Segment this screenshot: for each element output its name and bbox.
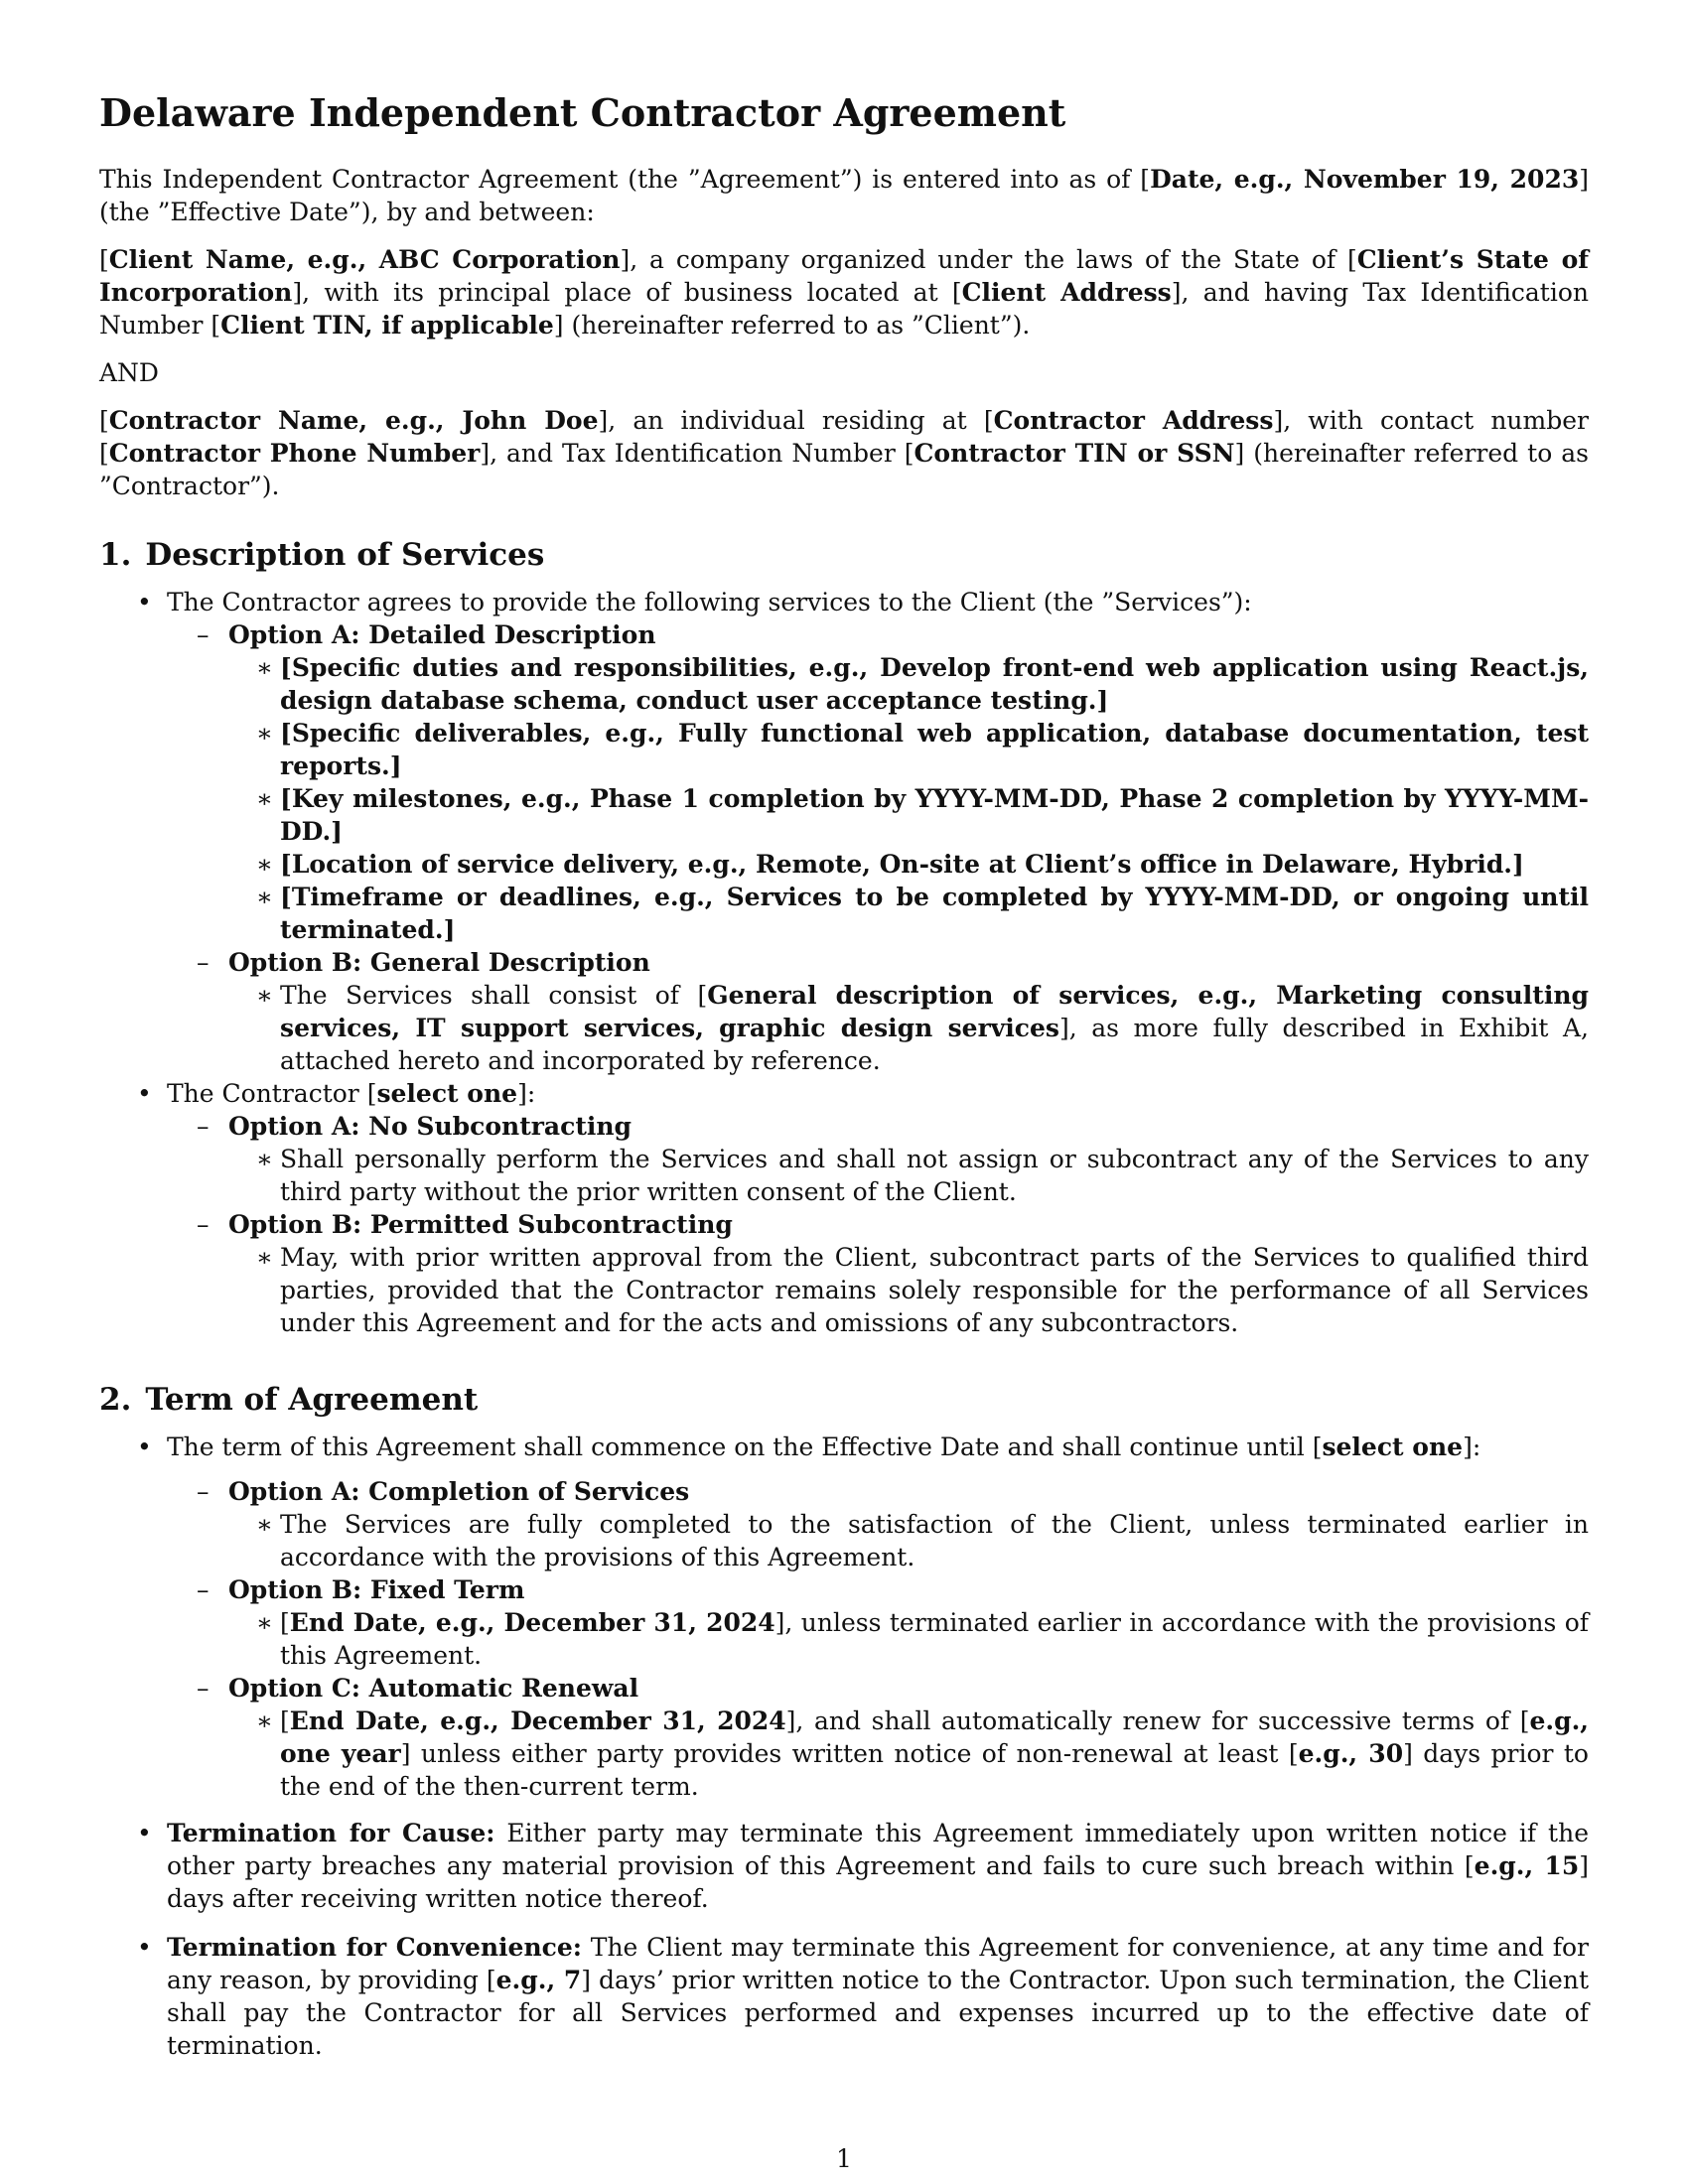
milestones-placeholder: [Key milestones, e.g., Phase 1 completion by YYYY-MM-DD, Phase 2 completion by YYYY-MM-DD.] bbox=[280, 784, 1589, 846]
fixed-term-text-1: ], unless terminated earlier in accordance with the provisions of this Agreement. bbox=[280, 1608, 1590, 1670]
document-body bbox=[99, 91, 1589, 2062]
termination-cause-text-1: Either party may terminate this Agreement immediately upon written notice if the other party breaches any material provision of this Agreement and fails to cure such breach within [ bbox=[167, 1819, 1589, 1880]
fixed-term-end-date-placeholder: End Date, e.g., December 31, 2024 bbox=[289, 1608, 775, 1637]
section-2-title: Term of Agreement bbox=[145, 1382, 479, 1418]
client-text-3: ], and having Tax Identification Number [ bbox=[99, 278, 1589, 340]
intro-paragraph bbox=[99, 163, 1589, 228]
subcontracting-text-1: The Contractor [ bbox=[167, 1079, 377, 1108]
term-option-c-items bbox=[228, 1705, 1589, 1803]
client-text-0: [ bbox=[99, 245, 109, 274]
contractor-name-placeholder: Contractor Name, e.g., John Doe bbox=[108, 406, 599, 435]
client-name-placeholder: Client Name, e.g., ABC Corporation bbox=[108, 245, 621, 274]
services-option-a bbox=[167, 618, 1589, 946]
subcontracting-option-a-item: ∗ Shall personally perform the Services and shall not assign or subcontract any of the Services to any third party without the prior written consent of the Client. bbox=[228, 1143, 1589, 1208]
services-option-a-item bbox=[228, 717, 1589, 782]
duties-placeholder: [Specific duties and responsibilities, e.g., Develop front-end web application using React.js, design database schema, conduct user acceptance testing.] bbox=[280, 653, 1589, 715]
client-state-placeholder: Client’s State of Incorporation bbox=[99, 245, 1590, 307]
select-one-placeholder: select one bbox=[376, 1079, 518, 1108]
client-text-4: ] (hereinafter referred to as ”Client”). bbox=[553, 311, 1031, 340]
services-option-b-items bbox=[228, 979, 1589, 1077]
term-option-b-items bbox=[228, 1606, 1589, 1672]
term-option-c-item bbox=[228, 1705, 1589, 1803]
timeframe-placeholder: [Timeframe or deadlines, e.g., Services to be completed by YYYY-MM-DD, or ongoing until terminated.] bbox=[280, 883, 1589, 944]
renewal-end-date-placeholder: End Date, e.g., December 31, 2024 bbox=[289, 1706, 786, 1735]
notice-days-placeholder: e.g., 7 bbox=[495, 1966, 582, 1994]
subcontracting-option-b-label: Option B: Permitted Subcontracting bbox=[228, 1210, 733, 1239]
section-1-list bbox=[99, 586, 1589, 1339]
term-option-a-item: ∗ The Services are fully completed to the satisfaction of the Client, unless terminated earlier in accordance with the provisions of this Agreement. bbox=[228, 1508, 1589, 1573]
subcontracting-option-a-label: Option A: No Subcontracting bbox=[228, 1112, 633, 1141]
subcontracting-options-list bbox=[167, 1110, 1589, 1339]
and-separator: AND bbox=[99, 358, 159, 387]
contractor-text-0: [ bbox=[99, 406, 109, 435]
services-option-a-item bbox=[228, 848, 1589, 881]
termination-convenience-item bbox=[99, 1931, 1589, 2062]
subcontracting-option-a bbox=[167, 1110, 1589, 1208]
term-lead-line bbox=[167, 1431, 1589, 1463]
renewal-term-placeholder: e.g., one year bbox=[280, 1706, 1589, 1768]
services-option-a-label: Option A: Detailed Description bbox=[228, 620, 656, 649]
termination-cause-item bbox=[99, 1817, 1589, 1915]
general-description-text-2: ], as more fully described in Exhibit A, attached hereto and incorporated by reference. bbox=[280, 1014, 1589, 1075]
termination-convenience-label: Termination for Convenience: bbox=[167, 1933, 582, 1962]
section-1-title: Description of Services bbox=[145, 537, 545, 573]
contractor-text-2: ], with contact number [ bbox=[99, 406, 1589, 468]
termination-convenience-text-2: ] days’ prior written notice to the Contractor. Upon such termination, the Client shall pay the Contractor for all Services performed and expenses incurred up to the effective date of termination. bbox=[167, 1966, 1589, 2060]
services-option-a-item bbox=[228, 651, 1589, 717]
renewal-notice-days-placeholder: e.g., 30 bbox=[1298, 1739, 1404, 1768]
services-lead-item bbox=[99, 586, 1589, 1077]
subcontracting-option-b-item: ∗ May, with prior written approval from the Client, subcontract parts of the Services to qualified third parties, provided that the Contractor remains solely responsible for the performance of all Services under this Agreement and for the acts and omissions of any subcontractors. bbox=[228, 1241, 1589, 1339]
term-lead-item bbox=[99, 1431, 1589, 1803]
client-text-1: ], a company organized under the laws of the State of [ bbox=[620, 245, 1357, 274]
contractor-paragraph bbox=[99, 404, 1589, 502]
subcontracting-option-b bbox=[167, 1208, 1589, 1339]
subcontracting-option-a-items bbox=[228, 1143, 1589, 1208]
subcontracting-text-2: ]: bbox=[517, 1079, 536, 1108]
contractor-phone-placeholder: Contractor Phone Number bbox=[108, 439, 481, 468]
client-paragraph bbox=[99, 243, 1589, 341]
section-2-heading bbox=[99, 1381, 1589, 1419]
services-option-b-label: Option B: General Description bbox=[228, 948, 650, 977]
services-option-a-item bbox=[228, 881, 1589, 946]
term-option-b-item bbox=[228, 1606, 1589, 1672]
renewal-text-0: [ bbox=[280, 1706, 290, 1735]
document-title: Delaware Independent Contractor Agreement bbox=[99, 90, 1066, 135]
intro-text-2: ] (the ”Effective Date”), by and between: bbox=[99, 165, 1589, 226]
client-address-placeholder: Client Address bbox=[961, 278, 1172, 307]
termination-cause-text-2: ] days after receiving written notice thereof. bbox=[167, 1851, 1589, 1913]
services-options-list bbox=[167, 618, 1589, 1077]
services-option-a-item bbox=[228, 782, 1589, 848]
term-option-a-items bbox=[228, 1508, 1589, 1573]
termination-convenience-text-1: The Client may terminate this Agreement for convenience, at any time and for any reason, by providing [ bbox=[167, 1933, 1589, 1994]
renewal-text-3: ] days prior to the end of the then-current term. bbox=[280, 1739, 1589, 1801]
location-placeholder: [Location of service delivery, e.g., Remote, On-site at Client’s office in Delaware, Hybrid.] bbox=[280, 850, 1524, 879]
contractor-tin-placeholder: Contractor TIN or SSN bbox=[914, 439, 1235, 468]
client-tin-placeholder: Client TIN, if applicable bbox=[220, 311, 554, 340]
term-select-one-placeholder: select one bbox=[1322, 1433, 1464, 1461]
effective-date-placeholder: Date, e.g., November 19, 2023 bbox=[1150, 165, 1580, 194]
contractor-text-4: ] (hereinafter referred to as ”Contractor”). bbox=[99, 439, 1589, 500]
services-lead-text: The Contractor agrees to provide the following services to the Client (the ”Services”): bbox=[167, 588, 1252, 616]
services-option-a-items bbox=[228, 651, 1589, 946]
section-2-list bbox=[99, 1431, 1589, 2062]
section-1-number: 1. bbox=[99, 537, 132, 573]
page-number: 1 bbox=[836, 2144, 852, 2173]
term-option-c-label: Option C: Automatic Renewal bbox=[228, 1674, 639, 1703]
term-option-c bbox=[167, 1672, 1589, 1803]
general-description-placeholder: General description of services, e.g., Marketing consulting services, IT support services, graphic design services bbox=[280, 981, 1589, 1042]
intro-text-1: This Independent Contractor Agreement (the ”Agreement”) is entered into as of [ bbox=[99, 165, 1151, 194]
deliverables-placeholder: [Specific deliverables, e.g., Fully functional web application, database documentation, test reports.] bbox=[280, 719, 1589, 780]
services-option-b bbox=[167, 946, 1589, 1077]
term-option-a-label: Option A: Completion of Services bbox=[228, 1477, 690, 1506]
term-options-list bbox=[167, 1475, 1589, 1803]
term-option-b-label: Option B: Fixed Term bbox=[228, 1575, 525, 1604]
termination-cause-label: Termination for Cause: bbox=[167, 1819, 495, 1847]
term-option-a bbox=[167, 1475, 1589, 1573]
section-1-heading bbox=[99, 536, 1589, 574]
contractor-text-1: ], an individual residing at [ bbox=[598, 406, 994, 435]
renewal-text-1: ], and shall automatically renew for successive terms of [ bbox=[785, 1706, 1530, 1735]
contractor-address-placeholder: Contractor Address bbox=[993, 406, 1274, 435]
term-lead-text-2: ]: bbox=[1463, 1433, 1481, 1461]
general-description-text-1: The Services shall consist of [ bbox=[280, 981, 708, 1010]
term-lead-text-1: The term of this Agreement shall commence on the Effective Date and shall continue until [ bbox=[167, 1433, 1323, 1461]
fixed-term-text-0: [ bbox=[280, 1608, 290, 1637]
renewal-text-2: ] unless either party provides written notice of non-renewal at least [ bbox=[400, 1739, 1299, 1768]
services-option-b-item bbox=[228, 979, 1589, 1077]
subcontracting-option-b-items bbox=[228, 1241, 1589, 1339]
cure-days-placeholder: e.g., 15 bbox=[1474, 1851, 1580, 1880]
contractor-text-3: ], and Tax Identification Number [ bbox=[480, 439, 914, 468]
term-option-b bbox=[167, 1573, 1589, 1672]
client-text-2: ], with its principal place of business located at [ bbox=[292, 278, 962, 307]
subcontracting-item bbox=[99, 1077, 1589, 1339]
section-2-number: 2. bbox=[99, 1382, 132, 1418]
